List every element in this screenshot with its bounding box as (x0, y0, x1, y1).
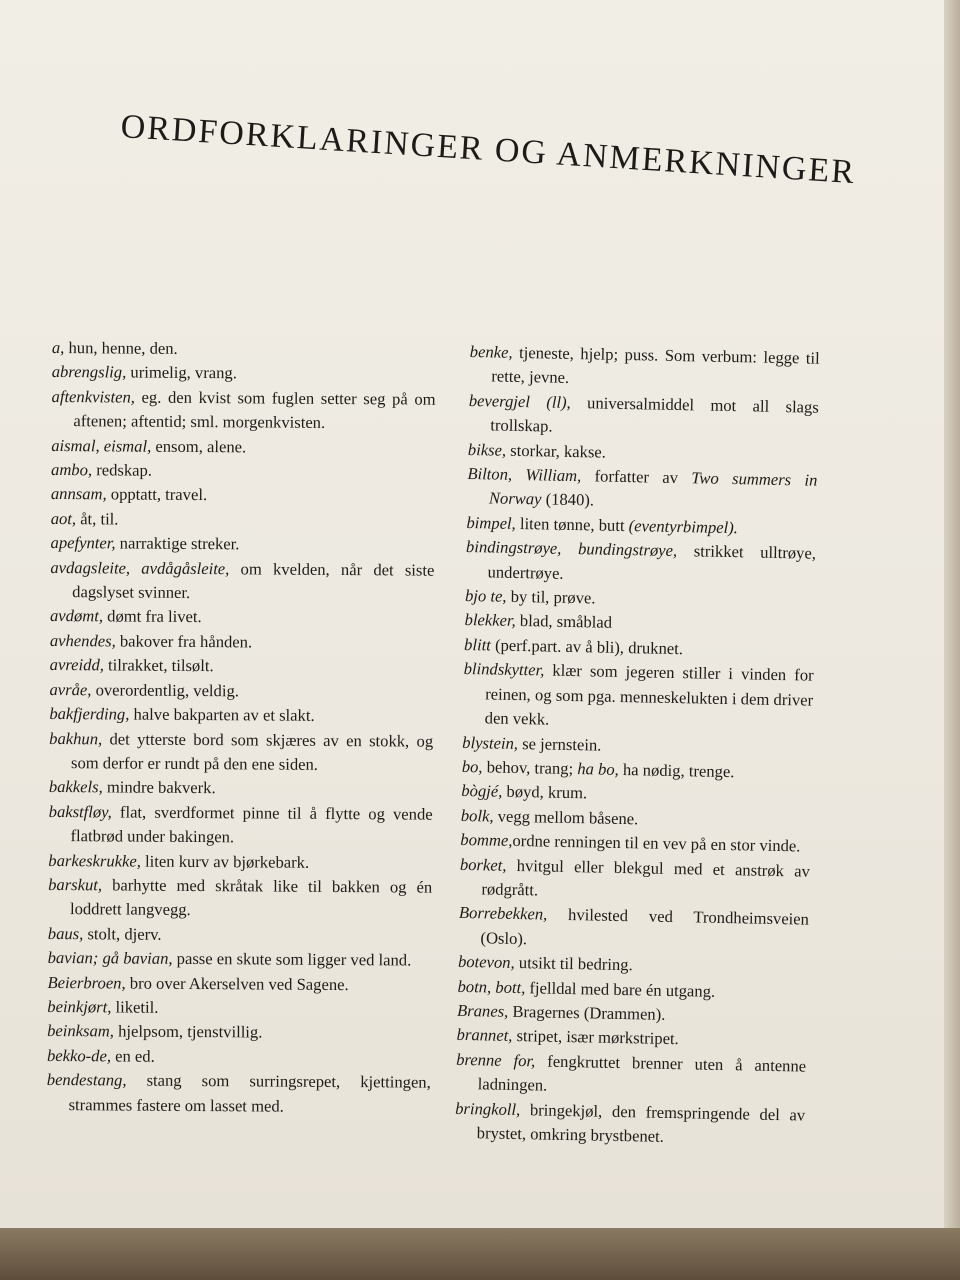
definition: stolt, djerv. (83, 923, 162, 944)
headword: beinkjørt, (47, 996, 112, 1017)
page-title: ORDFORKLARINGER OG ANMERKNINGER (119, 108, 857, 192)
definition: fengkruttet brenner uten å antenne ladningen. (477, 1051, 807, 1095)
definition: strikket ulltrøye, undertrøye. (487, 541, 817, 583)
headword: avdagsleite, avdågåsleite, (50, 557, 230, 578)
headword: Bilton, William, (467, 464, 582, 486)
definition: urimelig, vrang. (126, 362, 237, 383)
glossary-entry (47, 1019, 431, 1046)
glossary-entry (51, 507, 435, 534)
definition: hvilested ved Trondheimsveien (Oslo). (480, 904, 810, 948)
definition: tjeneste, hjelp; puss. Som verbum: legge til rette, jevne. (491, 342, 820, 388)
glossary-entry (48, 873, 432, 924)
glossary-entry (47, 1068, 431, 1119)
headword: Branes, (456, 1000, 509, 1021)
headword: aismal, eismal, (51, 435, 152, 456)
glossary-entry (455, 1048, 806, 1104)
definition: bakover fra hånden. (115, 631, 253, 652)
glossary-entry (51, 385, 435, 436)
definition: halve bakparten av et slakt. (129, 704, 315, 725)
glossary-entry (47, 995, 431, 1022)
glossary-entry (51, 434, 435, 461)
definition: by til, prøve. (506, 586, 596, 608)
glossary-entry (50, 556, 434, 607)
headword: aftenkvisten, (51, 386, 136, 407)
glossary-entry (467, 462, 818, 518)
glossary-entry (51, 458, 435, 485)
definition: det ytterste bord som skjæres av en stokk, og som derfor er rundt på den ene siden. (70, 728, 434, 774)
headword: avråe, (49, 679, 92, 699)
definition: stang som surringsrepet, kjettingen, strammes fastere om lasset med. (68, 1070, 431, 1116)
headword: bomme, (460, 830, 513, 851)
headword: Borrebekken, (458, 903, 548, 924)
glossary-entry (465, 535, 816, 591)
headword: aot, (50, 508, 77, 529)
headword: beinksam, (47, 1021, 115, 1041)
headword: ambo, (51, 460, 93, 480)
glossary-entry (52, 360, 436, 387)
headword: annsam, (50, 484, 107, 504)
definition: se jernstein. (517, 733, 602, 755)
headword: bikse, (467, 439, 507, 460)
right-column (455, 340, 820, 1152)
headword: bògjé, (461, 781, 503, 802)
glossary-entry (48, 800, 432, 851)
definition: om kvelden, når det siste dagslyset svinner. (72, 558, 435, 603)
headword: blindskytter, (463, 659, 545, 680)
headword: Beierbroen, (47, 972, 126, 993)
italic-note: (eventyrbimpel). (628, 515, 739, 538)
headword: botn, bott, (457, 976, 526, 997)
glossary-entry (51, 482, 435, 509)
definition: overordentlig, veldig. (91, 679, 240, 701)
definition: universalmiddel mot all slags trollskap. (490, 392, 819, 436)
headword: abrengslig, (51, 362, 127, 382)
definition: bøyd, krum. (502, 782, 588, 803)
definition: hvitgul eller blekgul med et anstrøk av rødgrått. (481, 855, 811, 900)
definition: dømt fra livet. (102, 606, 202, 627)
headword: a, (51, 337, 65, 358)
definition: barhytte med skråtak like til bakken og én loddrett langvegg. (69, 875, 433, 920)
headword: botevon, (457, 952, 515, 973)
left-column (47, 336, 436, 1120)
italic-phrase: ha bo, (577, 759, 619, 779)
headword: brenne for, (456, 1049, 536, 1071)
definition: opptatt, travel. (106, 484, 208, 505)
headword: bakstfløy, (48, 801, 112, 822)
book-title: Two summers in Norway (488, 468, 818, 509)
definition: liten kurv av bjørkebark. (140, 851, 310, 872)
glossary-entry (459, 852, 810, 908)
headword: blitt (463, 634, 492, 655)
table-surface (0, 1228, 960, 1280)
glossary-entry (463, 657, 814, 737)
definition: blad, småblad (515, 611, 613, 633)
headword: avdømt, (49, 606, 104, 626)
headword: barskut, (48, 874, 103, 895)
glossary-entry (47, 1044, 431, 1071)
headword: bjo te, (464, 586, 507, 606)
definition: storkar, kakse. (505, 440, 607, 462)
glossary-entry (50, 604, 434, 631)
definition: eg. den kvist som fuglen setter seg på om aftenen; aftentid; sml. morgenkvisten. (73, 387, 436, 433)
headword: barkeskrukke, (48, 850, 142, 871)
definition: redskap. (92, 460, 153, 480)
definition-tail: (1840). (541, 489, 595, 510)
definition: liten tønne, butt (515, 513, 629, 535)
headword: bimpel, (466, 512, 516, 533)
definition: passe en skute som ligger ved land. (172, 949, 412, 970)
glossary-entry (47, 971, 431, 998)
headword: baus, (47, 923, 84, 943)
glossary-entry (50, 531, 434, 558)
definition: ensom, alene. (151, 436, 247, 456)
headword: blekker, (464, 610, 516, 631)
glossary-entry (49, 775, 433, 802)
book-page-edge (944, 0, 960, 1228)
definition: stripet, især mørkstripet. (512, 1026, 679, 1049)
definition: fjelldal med bare én utgang. (525, 977, 716, 1001)
definition: vegg mellom båsene. (493, 806, 639, 829)
glossary-entry (48, 849, 432, 876)
headword: avhendes, (49, 630, 116, 651)
definition: hun, henne, den. (64, 338, 178, 358)
headword: bolk, (460, 805, 494, 826)
definition: utsikt til bedring. (514, 953, 633, 975)
glossary-entry (468, 389, 819, 445)
glossary-entry (455, 1096, 806, 1152)
glossary-entry (50, 653, 434, 680)
headword: bindingstrøye, bundingstrøye, (465, 537, 678, 561)
headword: bakfjerding, (49, 704, 130, 724)
headword: bo, (461, 756, 483, 777)
definition: bro over Akerselven ved Sagene. (125, 973, 349, 994)
definition: en ed. (110, 1046, 155, 1066)
headword: bavian; gå bavian, (47, 948, 173, 969)
glossary-entry (469, 340, 820, 396)
glossary-entry (49, 678, 433, 705)
definition: behov, trang; (482, 757, 578, 779)
headword: bakkels, (48, 777, 103, 797)
headword: bendestang, (46, 1070, 127, 1090)
headword: apefynter, (50, 533, 116, 553)
definition: Bragernes (Drammen). (508, 1001, 666, 1024)
definition: forfatter av (581, 466, 692, 488)
definition: mindre bakverk. (102, 777, 216, 798)
definition: flat, sverdformet pinne til å flytte og vende flatbrød under bakingen. (70, 802, 433, 847)
headword: bevergjel (ll), (468, 390, 571, 412)
definition: liketil. (111, 997, 159, 1017)
definition: narraktige streker. (115, 533, 240, 554)
definition: ordne renningen til en vev på en stor vinde. (512, 831, 801, 856)
glossary-entry (52, 336, 436, 363)
headword: bringkoll, (455, 1098, 521, 1119)
headword: bakhun, (49, 728, 103, 748)
glossary-entry (48, 922, 432, 949)
glossary-entry (49, 702, 433, 729)
headword: blystein, (462, 732, 519, 753)
headword: avreidd, (49, 655, 105, 675)
definition: hjelpsom, tjenstvillig. (113, 1021, 263, 1042)
glossary-entry (458, 901, 809, 957)
glossary-entry (48, 946, 432, 973)
headword: borket, (459, 854, 507, 875)
glossary-entry (49, 726, 433, 777)
definition: (perf.part. av å bli), druknet. (490, 635, 684, 659)
glossary-entry (50, 629, 434, 656)
definition: åt, til. (76, 509, 119, 529)
definition: bringekjøl, den fremspringende del av brystet, omkring brystbenet. (476, 1099, 806, 1146)
headword: benke, (469, 341, 513, 362)
headword: brannet, (456, 1025, 513, 1046)
headword: bekko-de, (46, 1045, 112, 1066)
definition: klær som jegeren stiller i vinden for reinen, og som pga. menneskelukten i dem driver den vekk. (484, 660, 814, 729)
definition-tail: ha nødig, trenge. (618, 759, 735, 782)
definition: tilrakket, tilsølt. (103, 655, 214, 676)
